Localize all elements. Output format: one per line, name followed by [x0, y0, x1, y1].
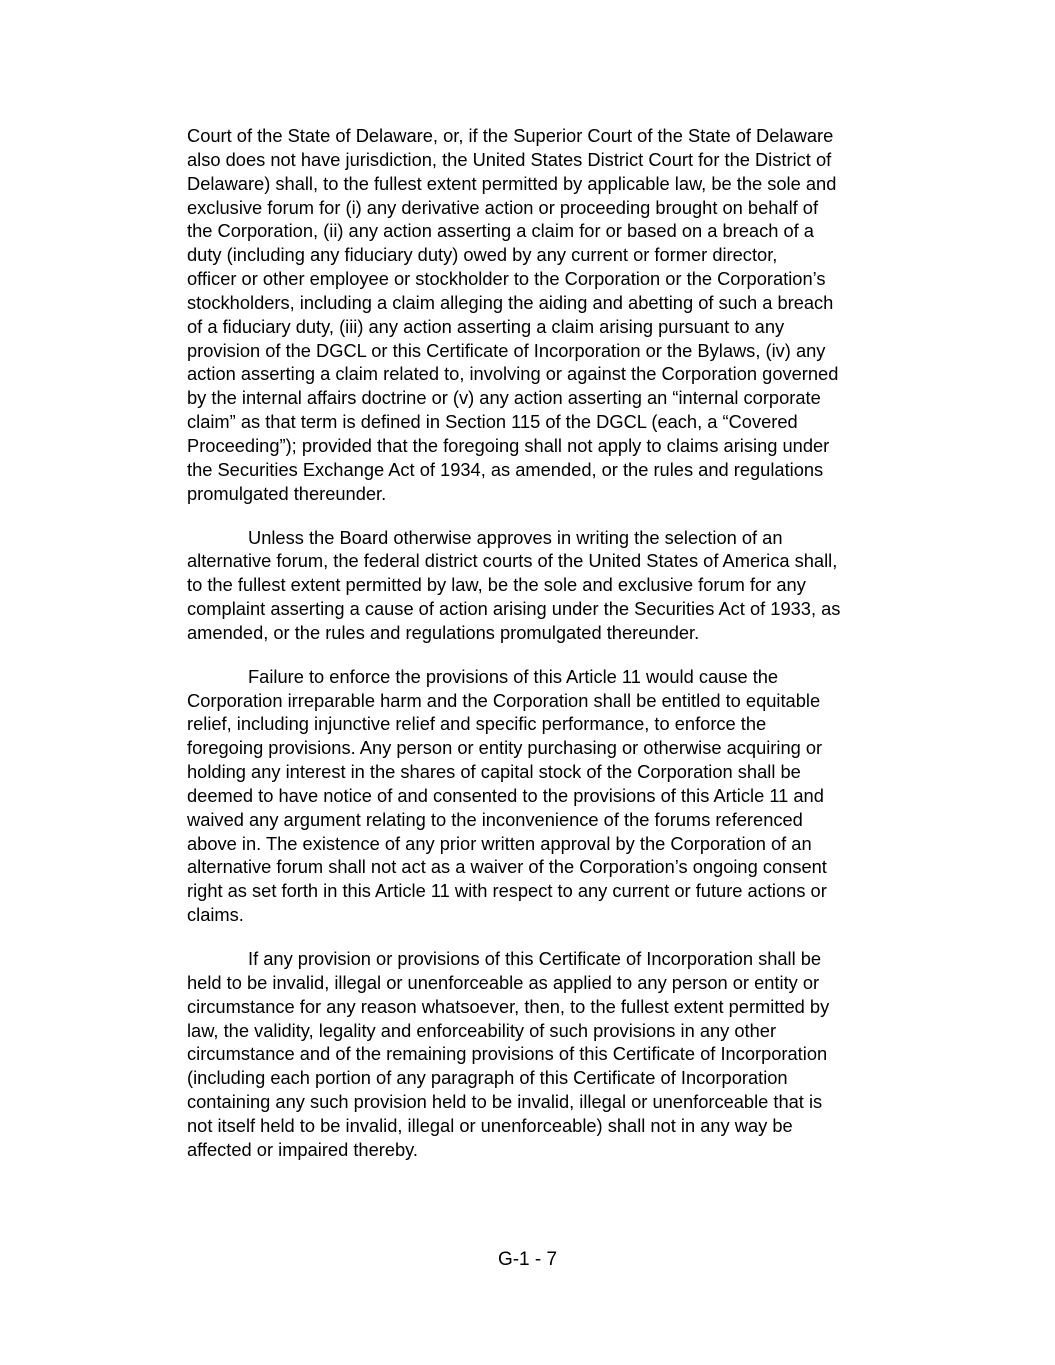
- text-line: affected or impaired thereby.: [187, 1138, 419, 1160]
- text-line: exclusive forum for (i) any derivative action or proceeding brought on behalf of: [187, 196, 819, 218]
- text-line: provision of the DGCL or this Certificate of Incorporation or the Bylaws, (iv) any: [187, 339, 826, 361]
- text-line: containing any such provision held to be invalid, illegal or unenforceable that is: [187, 1091, 823, 1113]
- text-line: officer or other employee or stockholder to the Corporation or the Corporation’s: [187, 268, 826, 290]
- text-line: complaint asserting a cause of action arising under the Securities Act of 1933, as: [187, 598, 841, 620]
- text-line: to the fullest extent permitted by law, be the sole and exclusive forum for any: [187, 574, 806, 596]
- text-line: stockholders, including a claim alleging the aiding and abetting of such a breach: [187, 291, 834, 313]
- text-line: relief, including injunctive relief and specific performance, to enforce the: [187, 713, 767, 735]
- body-paragraph: [187, 947, 871, 1162]
- text-line: action asserting a claim related to, involving or against the Corporation governed: [187, 363, 839, 385]
- text-line: foregoing provisions. Any person or entity purchasing or otherwise acquiring or: [187, 737, 823, 759]
- text-line: above in. The existence of any prior written approval by the Corporation of an: [187, 832, 812, 854]
- text-line: deemed to have notice of and consented to the provisions of this Article 11 and: [187, 784, 824, 806]
- text-line: not itself held to be invalid, illegal or unenforceable) shall not in any way be: [187, 1114, 793, 1136]
- text-line: held to be invalid, illegal or unenforceable as applied to any person or entity or: [187, 971, 820, 993]
- text-line: circumstance and of the remaining provisions of this Certificate of Incorporation: [187, 1043, 828, 1065]
- text-line: Court of the State of Delaware, or, if the Superior Court of the State of Delaware: [187, 125, 834, 146]
- body-paragraph: [187, 665, 871, 927]
- text-line: Failure to enforce the provisions of this Article 11 would cause the: [248, 665, 779, 687]
- page-number: G-1 - 7: [497, 1249, 558, 1270]
- document-body: [187, 124, 871, 1162]
- text-line: the Securities Exchange Act of 1934, as amended, or the rules and regulations: [187, 458, 824, 480]
- text-line: alternative forum shall not act as a waiver of the Corporation’s ongoing consent: [187, 856, 827, 878]
- text-line: holding any interest in the shares of capital stock of the Corporation shall be: [187, 761, 801, 783]
- text-line: alternative forum, the federal district courts of the United States of America shall,: [187, 550, 838, 572]
- text-line: Unless the Board otherwise approves in writing the selection of an: [248, 526, 783, 548]
- text-line: the Corporation, (ii) any action asserting a claim for or based on a breach of a: [187, 220, 814, 242]
- text-line: duty (including any fiduciary duty) owed by any current or former director,: [187, 244, 778, 266]
- text-line: Corporation irreparable harm and the Corporation shall be entitled to equitable: [187, 689, 821, 711]
- text-line: law, the validity, legality and enforceability of such provisions in any other: [187, 1019, 777, 1041]
- text-line: by the internal affairs doctrine or (v) any action asserting an “internal corporate: [187, 387, 821, 409]
- text-line: If any provision or provisions of this Certificate of Incorporation shall be: [248, 948, 822, 969]
- text-line: right as set forth in this Article 11 with respect to any current or future actions or: [187, 880, 827, 902]
- text-line: promulgated thereunder.: [187, 482, 387, 504]
- text-line: Delaware) shall, to the fullest extent permitted by applicable law, be the sole and: [187, 172, 837, 194]
- body-paragraph: [187, 526, 871, 645]
- text-line: waived any argument relating to the inconvenience of the forums referenced: [187, 808, 803, 830]
- text-line: Proceeding”); provided that the foregoing shall not apply to claims arising under: [187, 434, 830, 456]
- text-line: (including each portion of any paragraph of this Certificate of Incorporation: [187, 1067, 788, 1089]
- text-line: amended, or the rules and regulations promulgated thereunder.: [187, 621, 700, 643]
- text-line: also does not have jurisdiction, the United States District Court for the District of: [187, 148, 832, 170]
- text-line: claims.: [187, 904, 244, 926]
- text-line: of a fiduciary duty, (iii) any action asserting a claim arising pursuant to any: [187, 315, 785, 337]
- body-paragraph: [187, 124, 871, 506]
- text-line: circumstance for any reason whatsoever, then, to the fullest extent permitted by: [187, 995, 830, 1017]
- text-line: claim” as that term is defined in Section 115 of the DGCL (each, a “Covered: [187, 411, 798, 433]
